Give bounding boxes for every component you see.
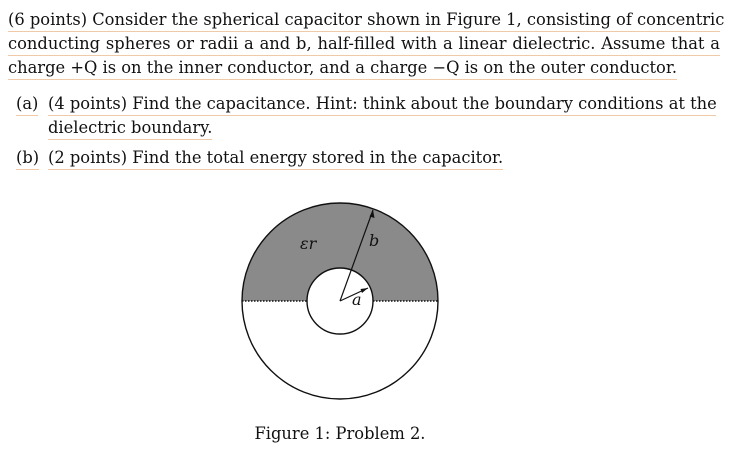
radius-a-label: a xyxy=(352,290,362,309)
epsilon-label: εr xyxy=(300,234,317,253)
part-a-line-1: (4 points) Find the capacitance. Hint: think about the boundary conditions at the xyxy=(48,94,716,116)
problem-intro-line-1: (6 points) Consider the spherical capacitor shown in Figure 1, consisting of concentric xyxy=(8,10,720,32)
figure-caption: Figure 1: Problem 2. xyxy=(254,424,426,443)
part-a-label: (a) xyxy=(16,94,38,116)
part-b-label: (b) xyxy=(16,148,39,170)
problem-intro-line-2: conducting spheres or radii a and b, half-filled with a linear dielectric. Assume that a xyxy=(8,34,720,56)
problem-intro-line-3: charge +Q is on the inner conductor, and a charge −Q is on the outer conductor. xyxy=(8,58,677,80)
radius-b-label: b xyxy=(369,231,380,250)
part-a-line-2: dielectric boundary. xyxy=(48,118,212,140)
part-b-line-1: (2 points) Find the total energy stored in the capacitor. xyxy=(48,148,503,170)
